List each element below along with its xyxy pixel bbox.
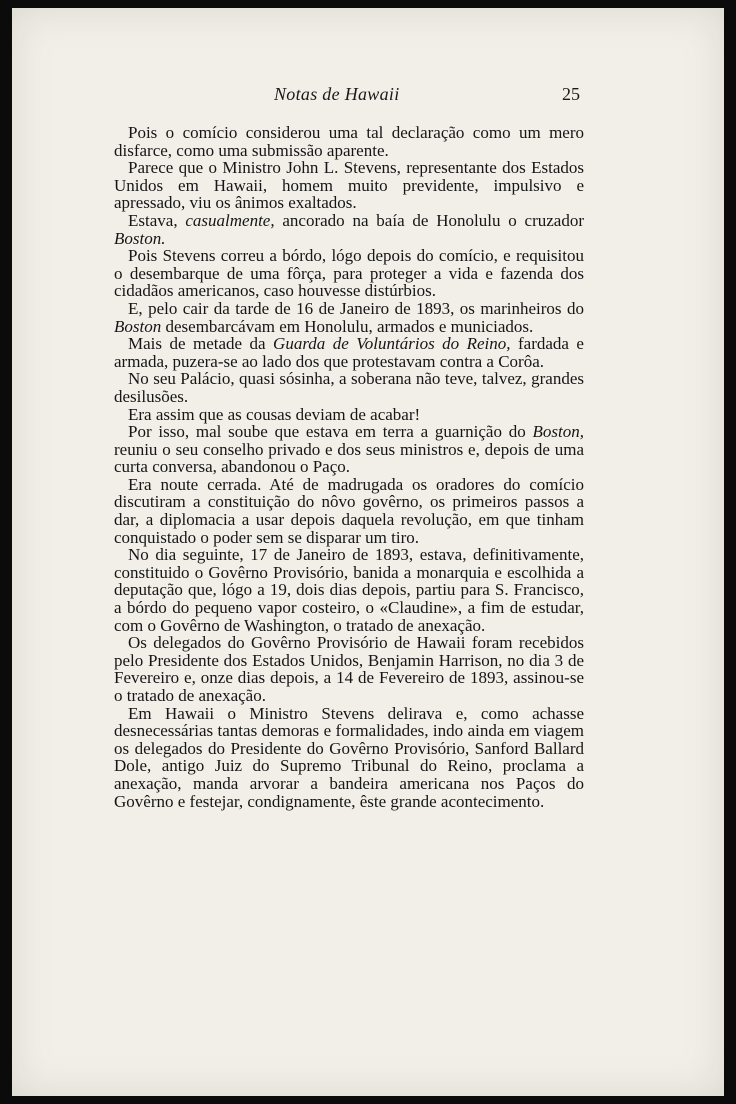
text-run: Pois Stevens correu a bórdo, lógo depois do comício, e requisitou o desembarque de uma fôrça, para proteger a vida e fazenda dos cidadãos americanos, caso houvesse distúrbios. <box>114 246 584 301</box>
paragraph <box>114 705 584 811</box>
text-run: reuniu o seu conselho privado e dos seus ministros e, depois de uma curta conversa, abandonou o Paço. <box>114 439 584 477</box>
text-run: No dia seguinte, 17 de Janeiro de 1893, estava, definitivamente, constituido o Govêrno Provisório, banida a monarquia e escolhida a deputação que, lógo a 19, dois dias depois, partiu para S. Francisco, a bórdo do pequeno vapor costeiro, o «Claudine», a fim de estudar, com o Govêrno de Washington, o tratado de anexação. <box>114 545 584 635</box>
body-text <box>114 124 584 810</box>
paragraph <box>114 370 584 405</box>
book-page <box>12 8 724 1096</box>
italic-text: Boston, <box>532 422 584 442</box>
text-run: Em Hawaii o Ministro Stevens delirava e, como achasse desnecessárias tantas demoras e formalidades, indo ainda em viagem os delegados do Presidente do Govêrno Provisório, Sanford Ballard Dole, antigo Juiz do Supremo Tribunal do Reino, proclama a anexação, manda arvorar a bandeira americana nos Paços do Govêrno e festejar, condignamente, êste grande acontecimento. <box>114 703 584 811</box>
page-number: 25 <box>562 84 580 104</box>
paragraph <box>114 546 584 634</box>
text-run: Mais de metade da <box>128 334 274 354</box>
text-run: Estava, <box>128 210 186 230</box>
text-run: Era noute cerrada. Até de madrugada os oradores do comício discutiram a constituição do nôvo govêrno, os primeiros passos a dar, a diplomacia a usar depois daquela revolução, em que tinham conquistado o poder sem se disparar um tiro. <box>114 474 584 547</box>
paragraph <box>114 423 584 476</box>
text-run: ancorado na baía de Honolulu o cruzador <box>274 210 584 230</box>
text-run: E, pelo cair da tarde de 16 de Janeiro de 1893, os marinheiros do <box>128 298 584 318</box>
paragraph <box>114 335 584 370</box>
text-run: Era assim que as cousas deviam de acabar! <box>128 404 421 424</box>
italic-text: casualmente, <box>185 210 275 230</box>
text-run: fardada e armada, puzera-se ao lado dos que protestavam contra a Corôa. <box>114 334 584 371</box>
text-run: Pois o comício considerou uma tal declaração como um mero disfarce, como uma submissão aparente. <box>114 123 584 160</box>
text-run: Por isso, mal soube que estava em terra a guarnição do <box>128 422 533 442</box>
text-run: Parece que o Ministro John L. Stevens, representante dos Estados Unidos em Hawaii, homem muito previdente, impulsivo e apressado, viu os ânimos exaltados. <box>114 158 584 213</box>
italic-text: Boston <box>114 316 162 336</box>
paragraph <box>114 300 584 335</box>
running-head <box>12 84 724 108</box>
paragraph <box>114 124 584 159</box>
paragraph <box>114 212 584 247</box>
paragraph <box>114 406 584 424</box>
text-run: desembarcávam em Honolulu, armados e municiados. <box>161 316 534 336</box>
paragraph <box>114 247 584 300</box>
page-title: Notas de Hawaii <box>274 84 400 104</box>
italic-text: Guarda de Voluntários do Reino, <box>273 334 511 354</box>
text-run: Os delegados do Govêrno Provisório de Hawaii foram recebidos pelo Presidente dos Estados Unidos, Benjamin Harrison, no dia 3 de Fevereiro e, onze dias depois, a 14 de Fevereiro de 1893, assinou-se o tratado de anexação. <box>114 633 584 705</box>
paragraph <box>114 159 584 212</box>
italic-text: Boston. <box>114 228 166 248</box>
paragraph <box>114 634 584 704</box>
text-run: No seu Palácio, quasi sósinha, a soberana não teve, talvez, grandes desilusões. <box>114 369 584 406</box>
paragraph <box>114 476 584 546</box>
